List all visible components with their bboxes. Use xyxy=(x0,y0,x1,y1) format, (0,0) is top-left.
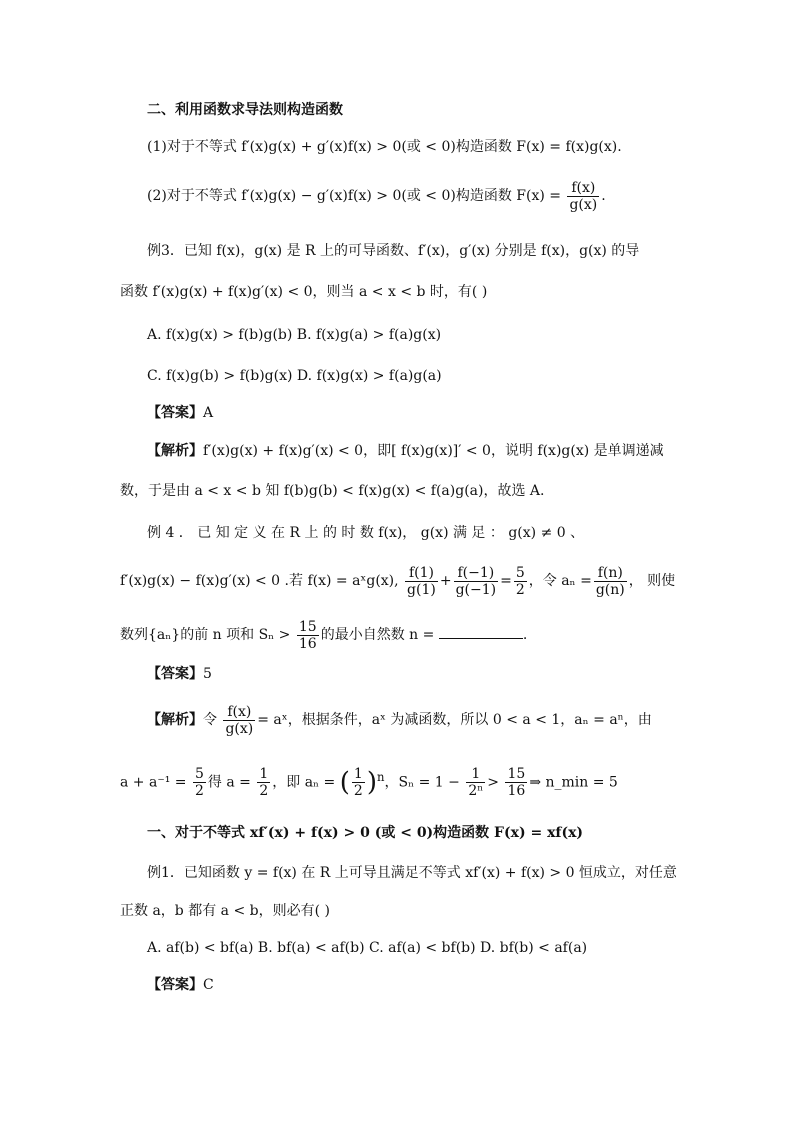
numerator: f(n) xyxy=(594,565,627,582)
ex4-frac-1516 xyxy=(297,619,319,652)
denominator: 2ⁿ xyxy=(468,783,484,800)
frac-1516 xyxy=(505,766,527,799)
denominator: g(x) xyxy=(225,720,254,737)
denominator: 16 xyxy=(507,783,526,800)
answer-label: 【答案】 xyxy=(147,405,203,421)
text: ，即 aₙ = xyxy=(272,774,336,791)
numerator: 5 xyxy=(515,564,525,581)
ex4-analysis-line2 xyxy=(120,755,618,805)
ex4-sequence-text: 数列{aₙ}的前 n 项和 Sₙ > xyxy=(120,627,291,643)
ex4-line1: 例 4 ． 已 知 定 义 在 R 上 的 时 数 f(x)， g(x) 满 足 ： g(x) ≠ 0 、 xyxy=(147,525,585,541)
numerator: 5 xyxy=(194,766,204,783)
right-paren: ) xyxy=(366,767,377,798)
text: a + a⁻¹ = xyxy=(120,774,187,791)
analysis-label: 【解析】 xyxy=(147,712,203,728)
rule1: (1)对于不等式 f′(x)g(x) + g′(x)f(x) > 0(或 < 0)构造函数 F(x) = f(x)g(x). xyxy=(147,139,622,155)
frac-12-paren xyxy=(352,766,365,799)
text: = aˣ，根据条件，aˣ 为减函数，所以 0 < a < 1，aₙ = aⁿ，由 xyxy=(257,712,652,728)
ex1-answer xyxy=(147,975,214,995)
plus-sign: + xyxy=(439,573,452,589)
ex1-options: A. af(b) < bf(a) B. bf(a) < af(b) C. af(a) < bf(b) D. bf(b) < af(a) xyxy=(147,940,588,956)
ex4-min-n-text: 的最小自然数 n = xyxy=(320,627,435,643)
ex4-then: ， 则使 xyxy=(628,573,676,589)
ex3-answer xyxy=(147,403,213,423)
section2-title: 二、利用函数求导法则构造函数 xyxy=(147,102,343,118)
frac-12 xyxy=(257,766,270,799)
ex3-analysis-line1 xyxy=(147,441,664,461)
ex4-line2 xyxy=(120,561,675,601)
text: ⇒ n_min = 5 xyxy=(529,774,618,791)
ex1-line1: 例1．已知函数 y = f(x) 在 R 上可导且满足不等式 xf′(x) + f(x) > 0 恒成立，对任意 xyxy=(147,865,677,881)
denominator: 16 xyxy=(298,635,317,652)
numerator: 1 xyxy=(466,766,485,783)
rule2-numerator: f(x) xyxy=(567,180,599,197)
analysis-text: f′(x)g(x) + f(x)g′(x) < 0，即[ f(x)g(x)]′ < 0，说明 f(x)g(x) 是单调递减 xyxy=(203,443,664,459)
ex3-analysis-line2: 数，于是由 a < x < b 知 f(b)g(b) < f(x)g(x) < f(a)g(a)，故选 A. xyxy=(120,483,545,499)
denominator: 2 xyxy=(353,783,363,800)
ex3-options-cd: C. f(x)g(b) > f(b)g(x) D. f(x)g(x) > f(a)g(a) xyxy=(147,368,442,384)
denominator: 2 xyxy=(194,783,204,800)
denominator: 2 xyxy=(515,581,525,598)
numerator: 15 xyxy=(507,766,526,783)
rule2-denominator: g(x) xyxy=(569,196,598,213)
text: 得 a = xyxy=(207,774,251,791)
ex4-frac-f1 xyxy=(405,565,438,598)
denominator: g(n) xyxy=(595,581,625,598)
frac-52 xyxy=(193,766,206,799)
numerator: f(1) xyxy=(405,565,438,582)
section1-title: 一、对于不等式 xf′(x) + f(x) > 0 (或 < 0)构造函数 F(x) = xf(x) xyxy=(147,825,584,841)
answer-value: 5 xyxy=(203,666,212,682)
text: > xyxy=(487,774,500,791)
denominator: 2 xyxy=(259,783,269,800)
ex4-frac-52 xyxy=(514,565,527,598)
text: 令 xyxy=(203,712,217,728)
ex3-options-ab: A. f(x)g(x) > f(b)g(b) B. f(x)g(a) > f(a)g(x) xyxy=(147,327,442,343)
numerator: 1 xyxy=(259,766,269,783)
ex4-answer xyxy=(147,664,212,684)
denominator: g(1) xyxy=(407,581,436,598)
text: ，Sₙ = 1 − xyxy=(384,774,460,791)
answer-label: 【答案】 xyxy=(147,666,203,682)
ex4-analysis-line1 xyxy=(147,700,652,740)
answer-label: 【答案】 xyxy=(147,977,203,993)
ex4-analysis-frac xyxy=(223,704,255,737)
analysis-label: 【解析】 xyxy=(147,443,203,459)
answer-blank[interactable] xyxy=(439,624,523,639)
answer-value: C xyxy=(203,977,214,993)
rule2 xyxy=(147,178,606,214)
ex4-frac-an xyxy=(594,565,627,598)
ex4-condition: f′(x)g(x) − f(x)g′(x) < 0 .若 f(x) = aˣg(x), xyxy=(120,573,399,589)
denominator: g(−1) xyxy=(455,581,497,598)
numerator: 15 xyxy=(298,618,317,635)
left-paren: ( xyxy=(339,767,350,798)
ex4-line3 xyxy=(120,615,527,655)
ex3-line1: 例3．已知 f(x)，g(x) 是 R 上的可导函数、f′(x)，g′(x) 分别是 f(x)，g(x) 的导 xyxy=(147,243,640,259)
period: . xyxy=(522,627,528,643)
exponent: n xyxy=(376,770,385,784)
numerator: f(−1) xyxy=(454,565,499,582)
numerator: f(x) xyxy=(223,704,255,721)
answer-value: A xyxy=(203,405,214,421)
numerator: 1 xyxy=(353,766,363,783)
frac-1-over-2n xyxy=(466,766,485,799)
ex3-line2: 函数 f′(x)g(x) + f(x)g′(x) < 0，则当 a < x < b 时，有( ) xyxy=(120,284,488,300)
ex4-frac-f2 xyxy=(454,565,499,598)
rule2-prefix: (2)对于不等式 f′(x)g(x) − g′(x)f(x) > 0(或 < 0)构造函数 F(x) = xyxy=(147,188,561,204)
ex4-let: ，令 aₙ = xyxy=(528,573,592,589)
ex1-line2: 正数 a，b 都有 a < b，则必有( ) xyxy=(120,903,330,919)
equals-sign: = xyxy=(500,573,512,589)
rule2-fraction xyxy=(567,180,599,213)
rule2-suffix: . xyxy=(601,188,606,204)
